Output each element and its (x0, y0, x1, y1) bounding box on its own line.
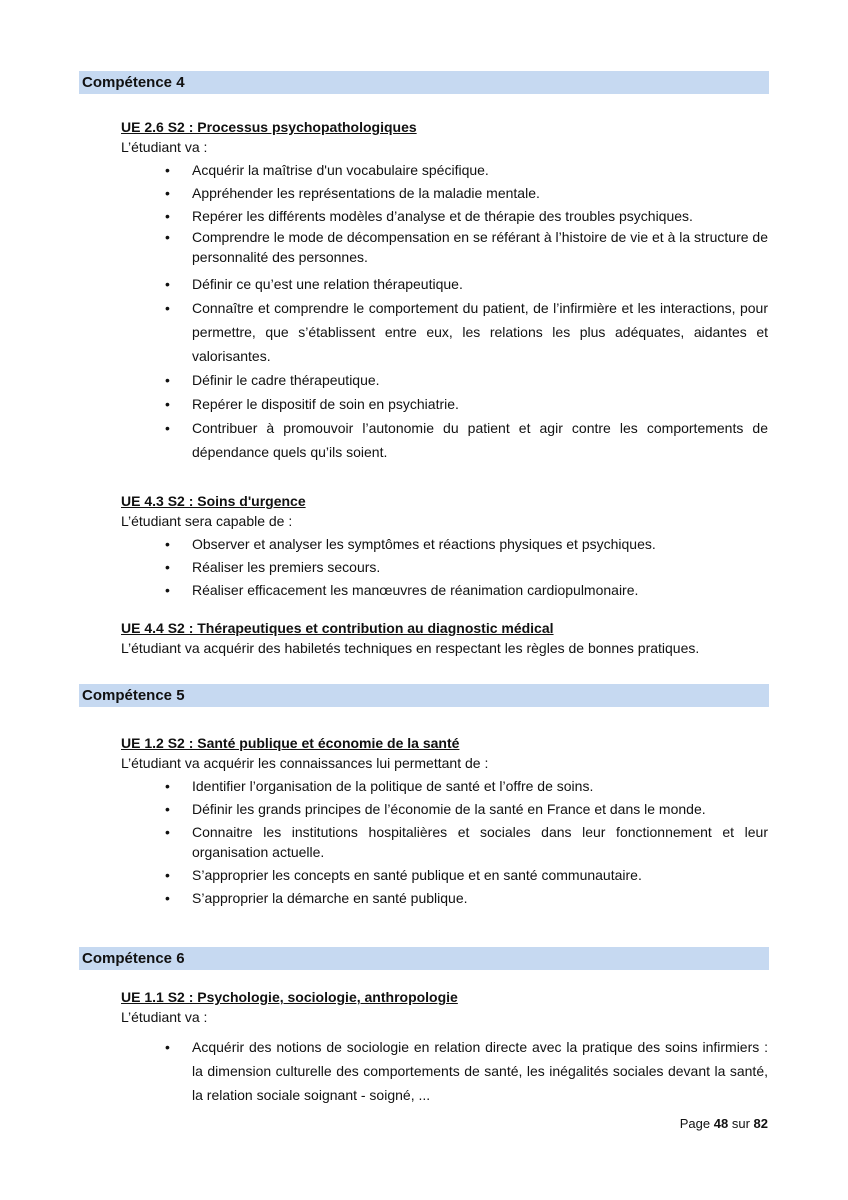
list-item: • Repérer le dispositif de soin en psychiatrie. (121, 392, 768, 416)
list-item: • Définir le cadre thérapeutique. (121, 368, 768, 392)
objective-list (121, 160, 768, 267)
ue-title: UE 4.4 S2 : Thérapeutiques et contribution au diagnostic médical (121, 620, 554, 636)
objective-list (121, 776, 768, 908)
list-item: • Acquérir des notions de sociologie en relation directe avec la pratique des soins infirmiers : la dimension culturelle des comportements de santé, les inégalités sociales devant la santé, la relation sociale soignant - soigné, ... (121, 1035, 768, 1107)
ue-intro: L’étudiant va acquérir les connaissances lui permettant de : (121, 755, 489, 771)
list-item: • Repérer les différents modèles d’analyse et de thérapie des troubles psychiques. (121, 206, 768, 226)
list-item: • Appréhender les représentations de la maladie mentale. (121, 183, 768, 203)
ue-title: UE 4.3 S2 : Soins d'urgence (121, 493, 306, 509)
list-item: • Acquérir la maîtrise d'un vocabulaire spécifique. (121, 160, 768, 180)
ue-intro: L’étudiant va : (121, 139, 208, 155)
page-separator: sur (731, 1116, 750, 1131)
list-item: • Réaliser efficacement les manœuvres de réanimation cardiopulmonaire. (121, 580, 768, 600)
list-item: • Réaliser les premiers secours. (121, 557, 768, 577)
page-label: Page (679, 1116, 711, 1131)
list-item: • Définir ce qu’est une relation thérapeutique. (121, 272, 768, 296)
list-item: • Définir les grands principes de l’économie de la santé en France et dans le monde. (121, 799, 768, 819)
list-item: • Connaitre les institutions hospitalières et sociales dans leur fonctionnement et leur organisation actuelle. (121, 822, 768, 862)
section-heading-competence-6: Compétence 6 (79, 947, 769, 970)
list-item: • Comprendre le mode de décompensation en se référant à l’histoire de vie et à la structure de personnalité des personnes. (121, 227, 768, 267)
ue-title: UE 1.2 S2 : Santé publique et économie de la santé (121, 735, 460, 751)
list-item: • S’approprier la démarche en santé publique. (121, 888, 768, 908)
ue-block-4-3 (121, 491, 768, 600)
ue-block-4-4 (121, 618, 768, 658)
ue-intro: L’étudiant sera capable de : (121, 513, 293, 529)
list-item: • Contribuer à promouvoir l’autonomie du patient et agir contre les comportements de dépendance quels qu’ils soient. (121, 416, 768, 464)
list-item: • Connaître et comprendre le comportement du patient, de l’infirmière et les interactions, pour permettre, que s’établissent entre eux, les relations les plus adéquates, aidantes et valorisantes. (121, 296, 768, 368)
objective-list-continued (121, 272, 768, 464)
list-item: • S’approprier les concepts en santé publique et en santé communautaire. (121, 865, 768, 885)
section-heading-competence-4: Compétence 4 (79, 71, 769, 94)
list-item: • Identifier l’organisation de la politique de santé et l’offre de soins. (121, 776, 768, 796)
ue-block-2-6 (121, 117, 768, 464)
ue-title: UE 2.6 S2 : Processus psychopathologiques (121, 119, 417, 135)
ue-block-1-1 (121, 987, 768, 1107)
ue-intro: L’étudiant va acquérir des habiletés techniques en respectant les règles de bonnes pratiques. (121, 640, 700, 656)
page-total: 82 (753, 1116, 768, 1131)
section-heading-competence-5: Compétence 5 (79, 684, 769, 707)
objective-list (121, 1035, 768, 1107)
list-item: • Observer et analyser les symptômes et réactions physiques et psychiques. (121, 534, 768, 554)
objective-list (121, 534, 768, 600)
ue-title: UE 1.1 S2 : Psychologie, sociologie, anthropologie (121, 989, 458, 1005)
ue-intro: L’étudiant va : (121, 1009, 208, 1025)
page-number: 48 (713, 1116, 729, 1131)
ue-block-1-2 (121, 733, 768, 908)
page-footer (680, 1116, 768, 1131)
